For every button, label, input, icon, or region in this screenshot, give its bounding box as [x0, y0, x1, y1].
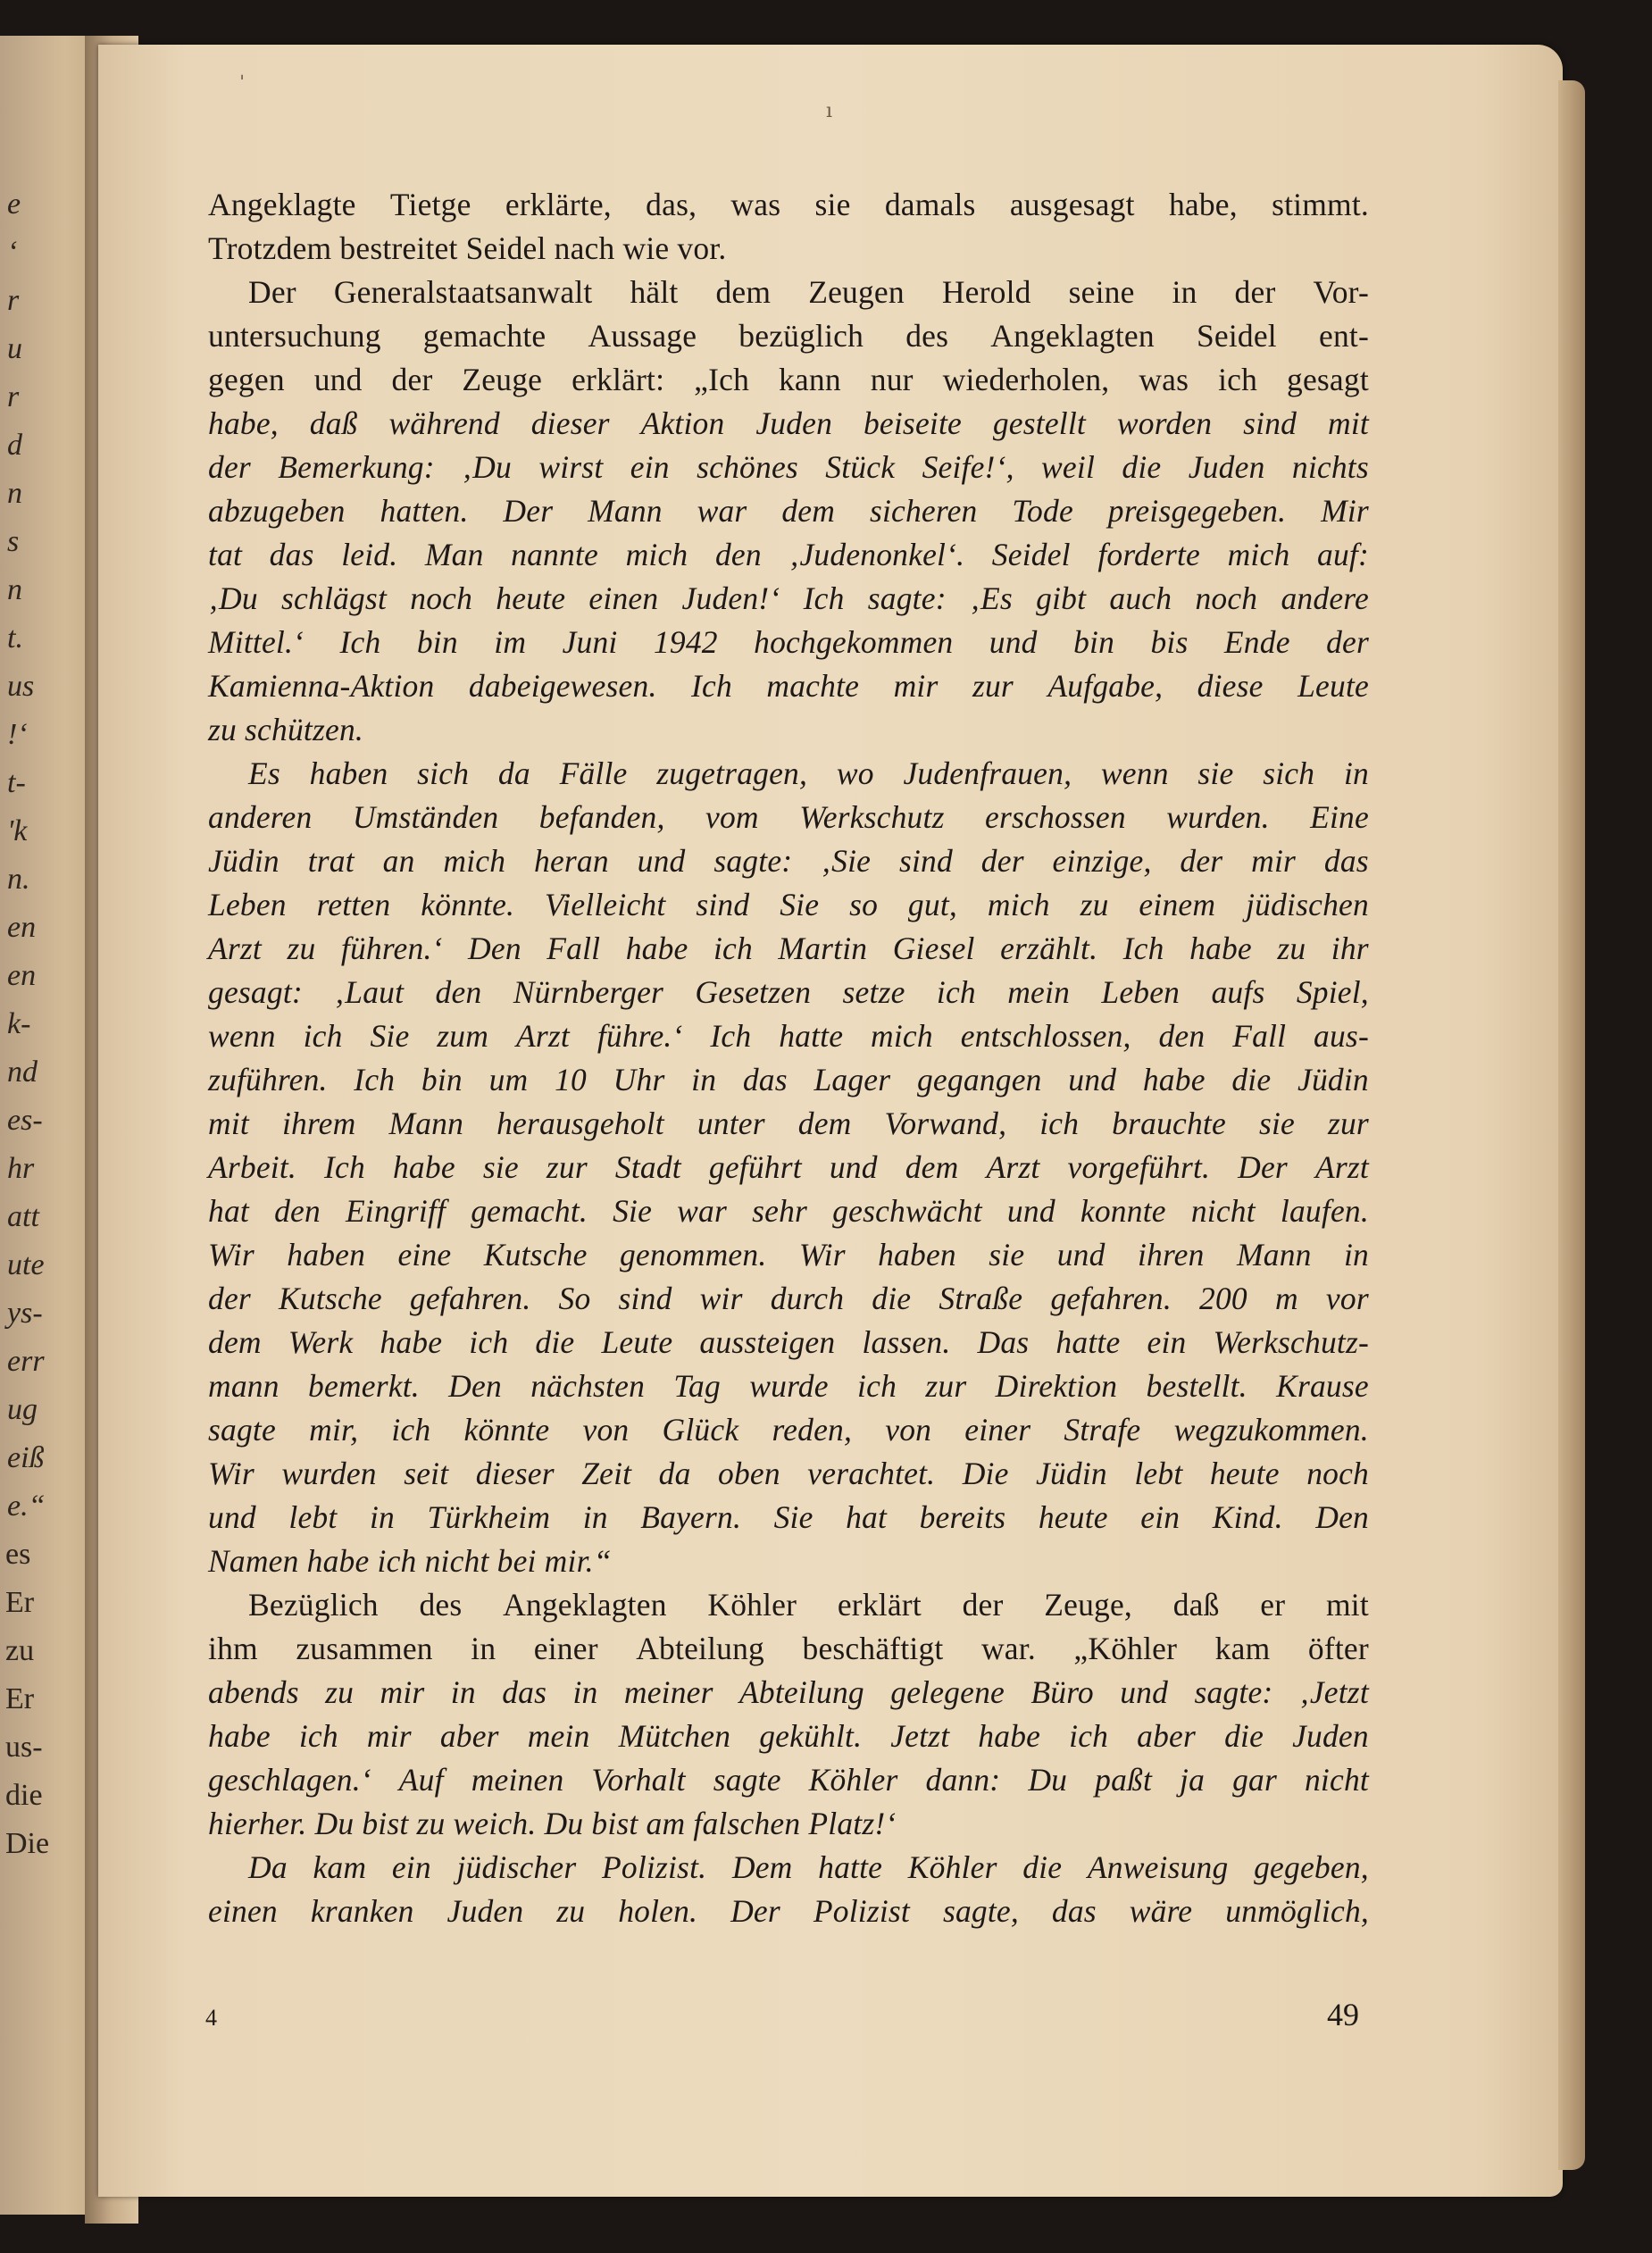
left-page-fragment: 'k [7, 814, 28, 847]
text-line: Wir wurden seit dieser Zeit da oben verachtet. Die Jüdin lebt heute noch [208, 1456, 1369, 1491]
left-page-fragment: ug [7, 1393, 38, 1426]
left-page-fragment: t. [7, 622, 23, 655]
left-page-fragment: ute [7, 1248, 45, 1281]
page-mark: ˈ [239, 73, 246, 96]
left-page-fragment: att [7, 1200, 39, 1233]
text-line: Bezüglich des Angeklagten Köhler erklärt der Zeuge, daß er mit [248, 1587, 1369, 1623]
text-line: Mittel.‘ Ich bin im Juni 1942 hochgekommen und bin bis Ende der [208, 624, 1369, 660]
left-page-fragment: en [7, 959, 37, 992]
text-line: Wir haben eine Kutsche genommen. Wir haben sie und ihren Mann in [208, 1237, 1369, 1273]
left-page-fragment: n [7, 573, 22, 606]
text-line: tat das leid. Man nannte mich den ‚Judenonkel‘. Seidel forderte mich auf: [208, 537, 1369, 572]
text-line: hierher. Du bist zu weich. Du bist am falschen Platz!‘ [208, 1806, 897, 1841]
left-page-fragment: zu [5, 1634, 35, 1667]
text-line: wenn ich Sie zum Arzt führe.‘ Ich hatte mich entschlossen, den Fall aus- [208, 1018, 1369, 1054]
text-line: gegen und der Zeuge erklärt: „Ich kann nur wiederholen, was ich gesagt [208, 362, 1369, 397]
text-line: und lebt in Türkheim in Bayern. Sie hat bereits heute ein Kind. Den [208, 1499, 1369, 1535]
text-line: zuführen. Ich bin um 10 Uhr in das Lager gegangen und habe die Jüdin [208, 1062, 1369, 1097]
left-page-fragment: r [7, 380, 20, 413]
text-line: sagte mir, ich könnte von Glück reden, von einer Strafe wegzukommen. [208, 1412, 1369, 1448]
left-page-fragment: eiß [7, 1441, 45, 1474]
text-line: Leben retten könnte. Vielleicht sind Sie so gut, mich zu einem jüdischen [208, 887, 1369, 922]
text-line: mit ihrem Mann herausgeholt unter dem Vorwand, ich brauchte sie zur [208, 1106, 1369, 1141]
left-page-fragment: us- [5, 1731, 43, 1764]
left-page-fragment: Die [5, 1827, 50, 1860]
text-line: anderen Umständen befanden, vom Werkschutz erschossen wurden. Eine [208, 799, 1369, 835]
text-line: Namen habe ich nicht bei mir.“ [208, 1543, 612, 1579]
left-page-fragment: us [7, 670, 35, 703]
text-line: Trotzdem bestreitet Seidel nach wie vor. [208, 230, 727, 266]
text-line: hat den Eingriff gemacht. Sie war sehr geschwächt und konnte nicht laufen. [208, 1193, 1369, 1229]
text-line: dem Werk habe ich die Leute aussteigen lassen. Das hatte ein Werkschutz- [208, 1324, 1369, 1360]
left-page-fragment: die [5, 1779, 43, 1812]
left-page-fragment: n [7, 477, 22, 510]
left-page-fragment: en [7, 911, 37, 944]
text-line: Arzt zu führen.‘ Den Fall habe ich Martin Giesel erzählt. Ich habe zu ihr [208, 930, 1369, 966]
text-line: der Bemerkung: ‚Du wirst ein schönes Stück Seife!‘, weil die Juden nichts [208, 449, 1369, 485]
left-page-fragment: r [7, 284, 20, 317]
text-line: abends zu mir in das in meiner Abteilung gelegene Büro und sagte: ‚Jetzt [208, 1674, 1369, 1710]
left-page-fragment: e.“ [7, 1489, 46, 1523]
text-line: geschlagen.‘ Auf meinen Vorhalt sagte Köhler dann: Du paßt ja gar nicht [208, 1762, 1369, 1798]
left-page-fragment: k- [7, 1007, 31, 1040]
text-line: Jüdin trat an mich heran und sagte: ‚Sie sind der einzige, der mir das [208, 843, 1369, 879]
text-line: habe ich mir aber mein Mütchen gekühlt. Jetzt habe ich aber die Juden [208, 1718, 1369, 1754]
left-page-fragment: hr [7, 1152, 35, 1185]
left-page-fragment: ys- [7, 1297, 43, 1330]
left-page-fragment: n. [7, 863, 30, 896]
text-line: einen kranken Juden zu holen. Der Polizist sagte, das wäre unmöglich, [208, 1893, 1369, 1929]
left-page-fragment: Er [5, 1682, 35, 1715]
text-line: Arbeit. Ich habe sie zur Stadt geführt und dem Arzt vorgeführt. Der Arzt [208, 1149, 1369, 1185]
text-line: ‚Du schlägst noch heute einen Juden!‘ Ich sagte: ‚Es gibt auch noch andere [208, 580, 1369, 616]
text-line: Angeklagte Tietge erklärte, das, was sie damals ausgesagt habe, stimmt. [208, 187, 1369, 222]
left-page-fragment: d [7, 429, 22, 462]
left-page-fragment: s [7, 525, 20, 558]
text-line: ihm zusammen in einer Abteilung beschäftigt war. „Köhler kam öfter [208, 1631, 1369, 1666]
signature-mark: 4 [205, 2005, 217, 2031]
page-mark: ı [826, 100, 833, 122]
page-edge [1558, 80, 1585, 2170]
left-page-fragment: u [7, 332, 22, 365]
text-line: der Kutsche gefahren. So sind wir durch die Straße gefahren. 200 m vor [208, 1281, 1369, 1316]
text-line: mann bemerkt. Den nächsten Tag wurde ich zur Direktion bestellt. Krause [208, 1368, 1369, 1404]
left-page-fragment: Er [5, 1586, 35, 1619]
text-line: untersuchung gemachte Aussage bezüglich des Angeklagten Seidel ent- [208, 318, 1369, 354]
left-page-fragment: es [5, 1538, 31, 1571]
text-line: abzugeben hatten. Der Mann war dem sicheren Tode preisgegeben. Mir [208, 493, 1369, 529]
text-line: zu schützen. [208, 712, 363, 747]
left-page-fragment: es- [7, 1104, 43, 1137]
left-page-fragment: e [7, 188, 21, 221]
text-line: Kamienna-Aktion dabeigewesen. Ich machte mir zur Aufgabe, diese Leute [208, 668, 1369, 704]
text-line: Der Generalstaatsanwalt hält dem Zeugen Herold seine in der Vor- [248, 274, 1369, 310]
text-line: Es haben sich da Fälle zugetragen, wo Judenfrauen, wenn sie sich in [248, 755, 1369, 791]
left-page-fragment: err [7, 1345, 45, 1378]
left-page-fragment: t- [7, 766, 26, 799]
text-line: gesagt: ‚Laut den Nürnberger Gesetzen setze ich mein Leben aufs Spiel, [208, 974, 1369, 1010]
left-page-fragment: ‘ [7, 236, 18, 269]
left-page-fragment: !‘ [7, 718, 28, 751]
page-number: 49 [1327, 1997, 1359, 2032]
text-line: habe, daß während dieser Aktion Juden beiseite gestellt worden sind mit [208, 405, 1369, 441]
left-page-fragment: nd [7, 1056, 38, 1089]
page-body-text [208, 183, 1369, 1933]
text-line: Da kam ein jüdischer Polizist. Dem hatte Köhler die Anweisung gegeben, [248, 1849, 1369, 1885]
